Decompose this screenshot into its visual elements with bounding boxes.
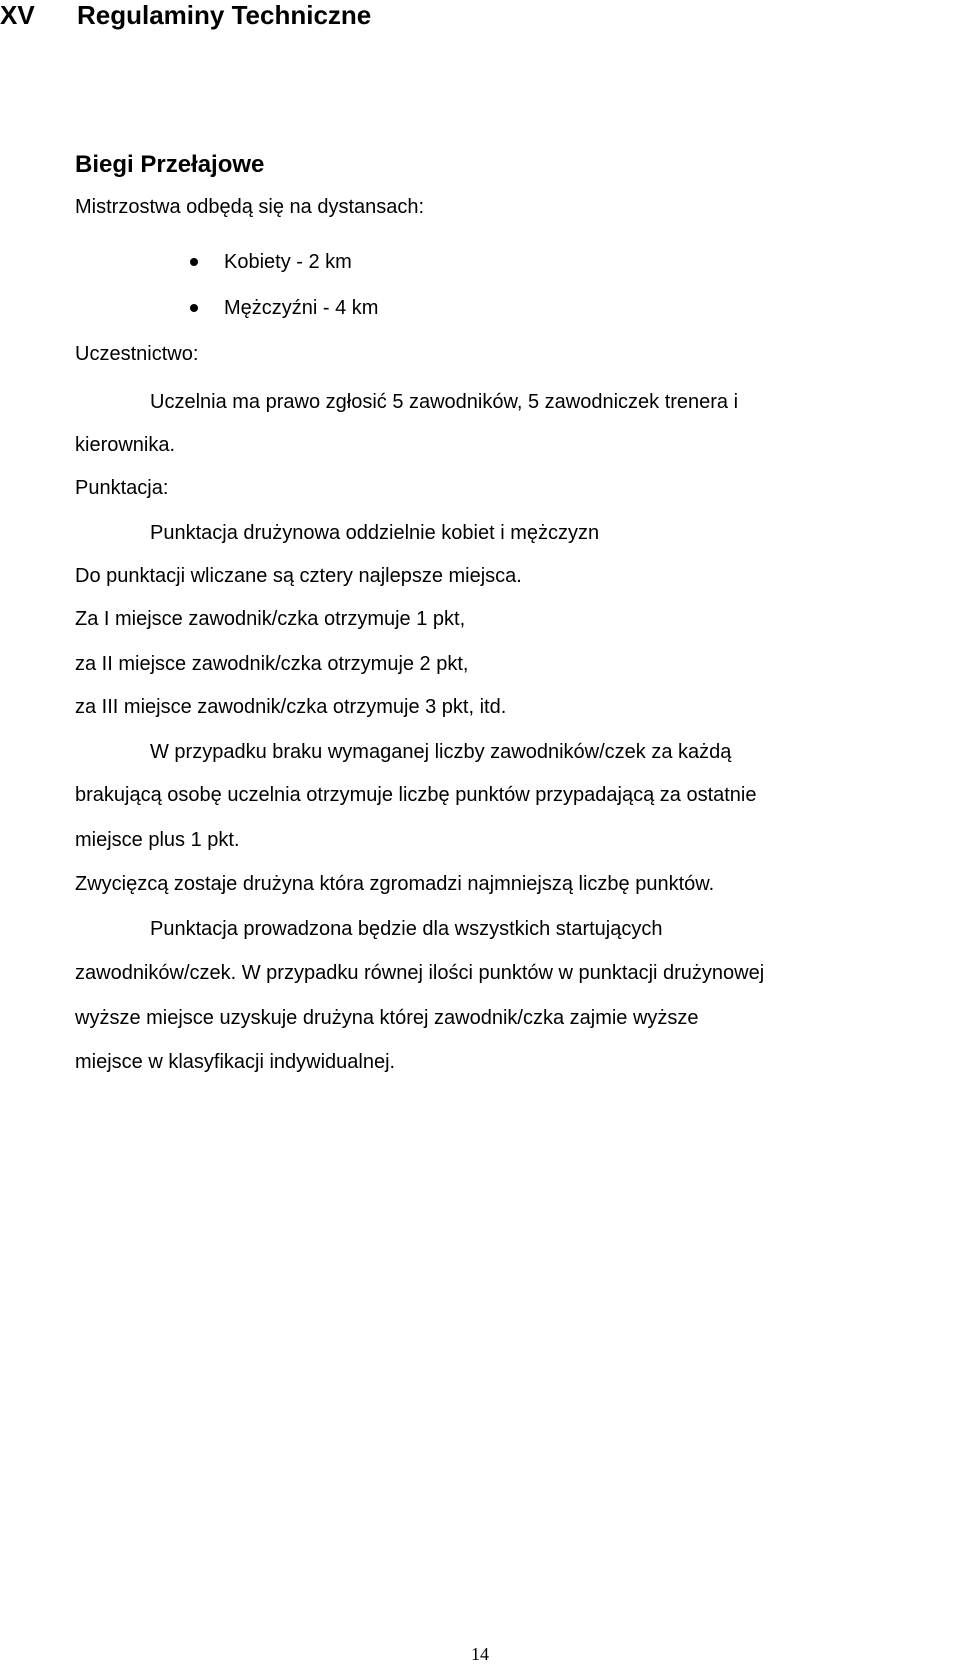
scoring-text-line: miejsce plus 1 pkt. (75, 829, 240, 851)
scoring-text-line: miejsce w klasyfikacji indywidualnej. (75, 1051, 396, 1073)
participation-label: Uczestnictwo: (75, 343, 199, 365)
bullet-icon (190, 258, 198, 266)
section-number: XV (0, 0, 35, 30)
scoring-text-line: brakującą osobę uczelnia otrzymuje liczbę punktów przypadającą za ostatnie (75, 784, 757, 806)
distances-intro: Mistrzostwa odbędą się na dystansach: (75, 196, 425, 218)
scoring-text-line: Punktacja prowadzona będzie dla wszystkich startujących (150, 918, 663, 940)
list-item: Mężczyźni - 4 km (224, 297, 379, 319)
scoring-text-line: za II miejsce zawodnik/czka otrzymuje 2 pkt, (75, 653, 469, 675)
participation-text-line: Uczelnia ma prawo zgłosić 5 zawodników, 5 zawodniczek trenera i (150, 391, 739, 413)
scoring-text-line: wyższe miejsce uzyskuje drużyna której zawodnik/czka zajmie wyższe (75, 1007, 699, 1029)
scoring-text-line: Punktacja drużynowa oddzielnie kobiet i mężczyzn (150, 522, 600, 544)
scoring-text-line: W przypadku braku wymaganej liczby zawodników/czek za każdą (150, 741, 732, 763)
bullet-icon (190, 304, 198, 312)
scoring-text-line: Do punktacji wliczane są cztery najlepsze miejsca. (75, 565, 522, 587)
page-number: 14 (471, 1644, 489, 1664)
scoring-label: Punktacja: (75, 477, 169, 499)
section-title: Regulaminy Techniczne (77, 0, 372, 30)
scoring-text-line: zawodników/czek. W przypadku równej ilości punktów w punktacji drużynowej (75, 962, 765, 984)
list-item: Kobiety - 2 km (224, 251, 352, 273)
subsection-title: Biegi Przełajowe (75, 151, 265, 178)
participation-text-line: kierownika. (75, 434, 176, 456)
scoring-text-line: Za I miejsce zawodnik/czka otrzymuje 1 pkt, (75, 608, 466, 630)
scoring-text-line: Zwycięzcą zostaje drużyna która zgromadzi najmniejszą liczbę punktów. (75, 873, 715, 895)
scoring-text-line: za III miejsce zawodnik/czka otrzymuje 3 pkt, itd. (75, 696, 507, 718)
